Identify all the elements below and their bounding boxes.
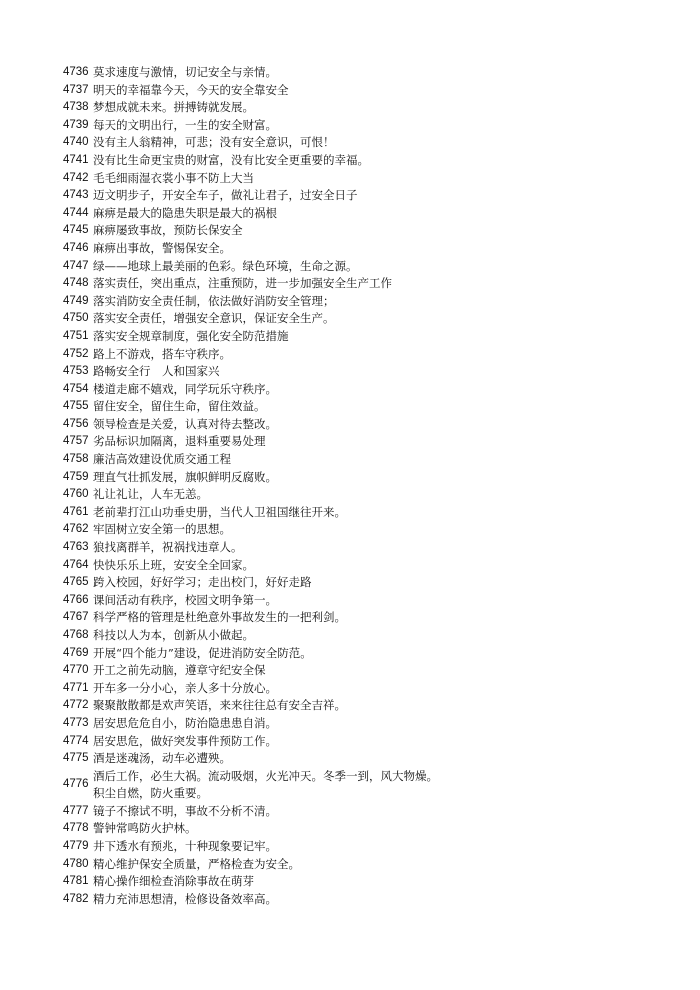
list-item (63, 416, 643, 434)
list-item (63, 310, 643, 328)
list-item (63, 293, 643, 311)
list-item (63, 521, 643, 539)
list-item (63, 592, 643, 610)
item-number: 4739 (63, 118, 89, 131)
list-item (63, 733, 643, 751)
list-item (63, 645, 643, 663)
list-item (63, 680, 643, 698)
item-number: 4755 (63, 400, 89, 413)
item-text: 酒是迷魂汤，动车必遭殃。 (93, 751, 231, 766)
item-text: 酒后工作，必生大祸。流动吸烟，火光冲天。冬季一到，风大物燥。 积尘自燃，防火重要。 (93, 768, 438, 801)
item-number: 4761 (63, 505, 89, 518)
item-number: 4760 (63, 488, 89, 501)
item-text: 精力充沛思想清，检修设备效率高。 (93, 891, 277, 906)
item-number: 4780 (63, 857, 89, 870)
list-item (63, 275, 643, 293)
item-number: 4767 (63, 611, 89, 624)
item-text: 楼道走廊不嬉戏，同学玩乐守秩序。 (93, 381, 277, 396)
item-number: 4747 (63, 259, 89, 272)
item-text: 麻痹出事故，警惕保安全。 (93, 240, 231, 255)
item-text: 科学严格的管理是杜绝意外事故发生的一把利剑。 (93, 610, 346, 625)
list-item (63, 451, 643, 469)
item-number: 4756 (63, 417, 89, 430)
list-item (63, 557, 643, 575)
list-item (63, 82, 643, 100)
list-item (63, 99, 643, 117)
list-item (63, 609, 643, 627)
item-text: 劣品标识加隔离，退料重要易处理 (93, 434, 266, 449)
item-text: 开工之前先动脑，遵章守纪安全保 (93, 663, 266, 678)
list-item (63, 856, 643, 874)
item-number: 4772 (63, 699, 89, 712)
list-item (63, 820, 643, 838)
item-text: 路上不游戏，搭车守秩序。 (93, 346, 231, 361)
item-text: 落实消防安全责任制，依法做好消防安全管理； (93, 293, 335, 308)
list-item (63, 750, 643, 768)
list-item (63, 768, 643, 803)
item-number: 4775 (63, 752, 89, 765)
item-number: 4771 (63, 681, 89, 694)
item-number: 4770 (63, 664, 89, 677)
list-item (63, 328, 643, 346)
item-text: 留住安全，留住生命，留住效益。 (93, 399, 266, 414)
item-text: 狼找离群羊，祝祸找违章人。 (93, 540, 243, 555)
item-number: 4777 (63, 804, 89, 817)
item-number: 4744 (63, 206, 89, 219)
item-number: 4769 (63, 646, 89, 659)
item-text: 开车多一分小心，亲人多十分放心。 (93, 680, 277, 695)
item-text: 井下透水有预兆，十种现象要记牢。 (93, 838, 277, 853)
item-number: 4778 (63, 822, 89, 835)
item-text: 廉洁高效建设优质交通工程 (93, 452, 231, 467)
item-number: 4752 (63, 347, 89, 360)
item-number: 4764 (63, 558, 89, 571)
list-item (63, 240, 643, 258)
item-number: 4740 (63, 136, 89, 149)
item-text: 明天的幸福靠今天，今天的安全靠安全 (93, 82, 289, 97)
list-item (63, 170, 643, 188)
list-item (63, 891, 643, 909)
item-text: 跨入校园，好好学习；走出校门，好好走路 (93, 575, 312, 590)
item-text: 麻痹屡致事故，预防长保安全 (93, 223, 243, 238)
item-text: 牢固树立安全第一的思想。 (93, 522, 231, 537)
list-item (63, 346, 643, 364)
list-item (63, 64, 643, 82)
list-item (63, 398, 643, 416)
item-number: 4737 (63, 83, 89, 96)
item-number: 4765 (63, 576, 89, 589)
list-item (63, 152, 643, 170)
list-item (63, 187, 643, 205)
item-text: 理直气壮抓发展，旗帜鲜明反腐败。 (93, 469, 277, 484)
item-number: 4782 (63, 892, 89, 905)
list-item (63, 539, 643, 557)
item-text: 快快乐乐上班，安安全全回家。 (93, 557, 254, 572)
list-item (63, 803, 643, 821)
item-number: 4743 (63, 189, 89, 202)
item-number: 4748 (63, 277, 89, 290)
item-text: 莫求速度与激情，切记安全与亲情。 (93, 65, 277, 79)
item-number: 4745 (63, 224, 89, 237)
item-number: 4781 (63, 875, 89, 888)
item-text: 课间活动有秩序，校园文明争第一。 (93, 592, 277, 607)
item-number: 4753 (63, 365, 89, 378)
item-number: 4779 (63, 839, 89, 852)
item-text: 老前辈打江山功垂史册，当代人卫祖国继往开来。 (93, 504, 346, 519)
list-item (63, 627, 643, 645)
item-number: 4759 (63, 470, 89, 483)
item-number: 4746 (63, 241, 89, 254)
list-item (63, 222, 643, 240)
item-number: 4768 (63, 629, 89, 641)
list-item (63, 574, 643, 592)
item-number: 4738 (63, 101, 89, 114)
list-item (63, 433, 643, 451)
item-text: 迈文明步子，开安全车子，做礼让君子，过安全日子 (93, 188, 358, 203)
item-text: 居安思危，做好突发事件预防工作。 (93, 733, 277, 748)
item-text: 毛毛细雨湿衣裳小事不防上大当 (93, 170, 254, 185)
item-number: 4757 (63, 435, 89, 448)
item-text: 落实安全规章制度，强化安全防范措施 (93, 328, 289, 343)
item-number: 4776 (63, 778, 89, 791)
item-text: 每天的文明出行，一生的安全财富。 (93, 117, 277, 132)
item-text: 没有主人翁精神，可悲；没有安全意识，可恨！ (93, 135, 335, 150)
item-text: 绿——地球上最美丽的色彩。绿色环境，生命之源。 (93, 258, 358, 273)
item-text: 礼让礼让，人车无恙。 (93, 487, 208, 502)
item-number: 4754 (63, 382, 89, 395)
item-number: 4773 (63, 716, 89, 729)
item-text: 领导检查是关爱，认真对待去整改。 (93, 416, 277, 431)
list-item (63, 715, 643, 733)
list-item (63, 504, 643, 522)
list-item (63, 363, 643, 381)
item-number: 4762 (63, 523, 89, 536)
list-item (63, 134, 643, 152)
item-text: 聚聚散散都是欢声笑语，来来往往总有安全吉祥。 (93, 698, 346, 713)
item-number: 4750 (63, 312, 89, 325)
item-text: 麻痹是最大的隐患失职是最大的祸根 (93, 205, 277, 220)
item-text: 居安思危危自小，防治隐患患自消。 (93, 715, 277, 730)
list-item (63, 486, 643, 504)
item-text: 梦想成就未来。拼搏铸就发展。 (93, 100, 254, 115)
list-item (63, 469, 643, 487)
list-item (63, 381, 643, 399)
item-text: 警钟常鸣防火护林。 (93, 821, 197, 836)
item-text: 没有比生命更宝贵的财富，没有比安全更重要的幸福。 (93, 152, 369, 167)
item-text: 精心维护保安全质量，严格检查为安全。 (93, 856, 300, 871)
list-item (63, 697, 643, 715)
item-number: 4736 (63, 66, 89, 78)
item-number: 4766 (63, 593, 89, 606)
item-text: 落实安全责任，增强安全意识，保证安全生产。 (93, 311, 335, 326)
list-item (63, 838, 643, 856)
list-item (63, 205, 643, 223)
item-number: 4774 (63, 734, 89, 747)
item-text: 落实责任，突出重点，注重预防，进一步加强安全生产工作 (93, 276, 392, 291)
item-number: 4763 (63, 541, 89, 554)
item-number: 4749 (63, 294, 89, 307)
list-item (63, 117, 643, 135)
list-item (63, 662, 643, 680)
item-text: 精心操作细检查消除事故在萌芽 (93, 874, 254, 889)
slogan-list (63, 64, 643, 908)
item-number: 4741 (63, 153, 89, 166)
item-text: 路畅安全行 人和国家兴 (93, 364, 220, 379)
item-text: 开展“四个能力”建设，促进消防安全防范。 (93, 645, 312, 660)
item-text: 科技以人为本，创新从小做起。 (93, 628, 254, 642)
item-number: 4751 (63, 329, 89, 342)
list-item (63, 258, 643, 276)
list-item (63, 873, 643, 891)
item-text: 镜子不擦试不明，事故不分析不清。 (93, 803, 277, 818)
item-number: 4758 (63, 453, 89, 466)
item-number: 4742 (63, 171, 89, 184)
